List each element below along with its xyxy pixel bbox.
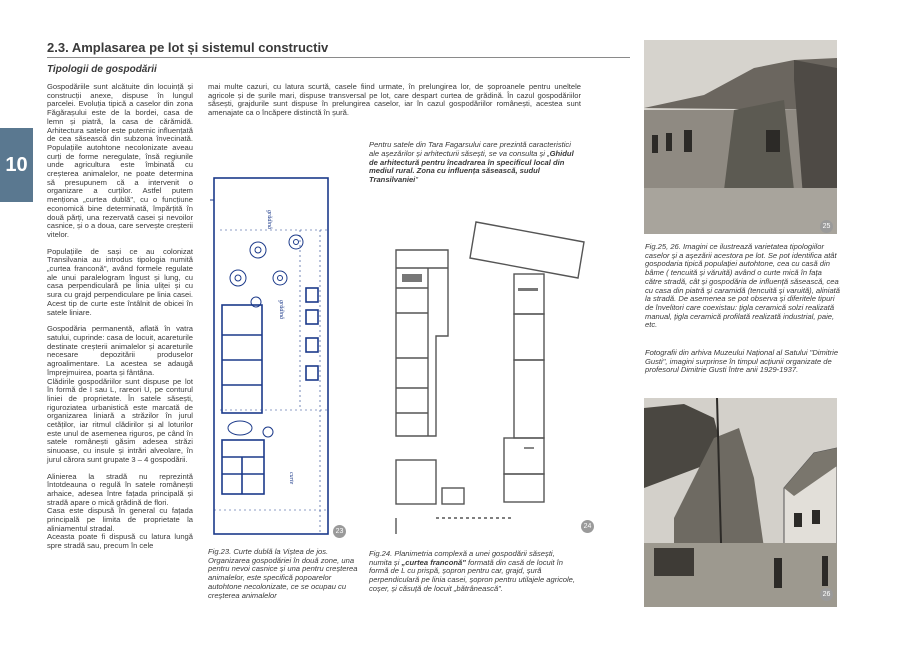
page-title: 2.3. Amplasarea pe lot și sistemul constructiv bbox=[47, 40, 329, 55]
caption-figures-25-26: Fig.25, 26. Imagini ce ilustrează varietatea tipologiilor caselor și a așezării acestora pe lot. Se pot identifica atât gospodaria tipică populației autohtone, cea cu casă din bâme ( tencuită și văruită) având o curte mică în fața către stradă, cât și gospodăria de influență săsească, cea cu casa din piatră și caramidă (tencuită și varuită), aliniată la stradă. De asemenea se pot observa și diferitele tipuri de învelitori care coexistau: țigla ceramică solzi realizată manual, țigla ceramică profilată realizată industrial, paie, etc. bbox=[645, 242, 840, 330]
paragraph: Gospodăria permanentă, aflată în vatra satului, cuprinde: casa de locuit, acareturile destinate creșterii animalelor și acareturile necesare depozitării produselor agroalimentare. La acestea se adaugă împrejmuirea, poarta și fântâna. bbox=[47, 324, 193, 377]
page-number-tab: 10 bbox=[0, 128, 33, 202]
guide-title: Ghidul de arhitectură pentru încadrarea în specificul local din mediul rural. Zona cu influența săsească, sudul Transilvaniei bbox=[369, 148, 574, 185]
note-text-end: " bbox=[415, 175, 418, 185]
plan-label-yard: curte bbox=[288, 472, 294, 485]
caption-figure-23: Fig.23. Curte dublă la Viștea de jos. Organizarea gospodăriei în două zone, una pentru nevoi casnice și una pentru creșterea animalelor, este specifică popoarelor autohtone necolonizate, ce se ocupau cu creșterea animalelor bbox=[208, 547, 358, 600]
figure-number-26: 26 bbox=[820, 588, 833, 601]
caption-figure-24-rest: formată din casă de locuit în formă de L cu prispă, șopron pentru car, grajd, șură perpendiculară pe linia casei, șopron pentru utilajele agricole, coșer, și căsuță de locuit „bătrânească". bbox=[369, 557, 576, 593]
plan-label-garden: grădină bbox=[278, 300, 284, 320]
body-column-1 bbox=[47, 83, 193, 559]
paragraph: Gospodăriile sunt alcătuite din locuință și construcții anexe, dispuse în lungul parcelei. Evoluția tipică a caselor din zona Făgărașului este de la bordei, casa de lemn și piatră, la casa de cărămidă. Arhitectura satelor este puternic influențată de cea săsească din subzona învecinată. Populațiile autohtone necolonizate aveau curți de forme neregulate, însă regiunile unde agricultura este îmbinată cu creșterea animalelor, ne poate determina să presupunem că a intervenit o organizare a curților. Astfel putem menționa „curtea dublă", cu o funcțiune economică bine determinată, împărțită în două părți, una rezervată casei și nevoilor casnice, și o a doua, care servește creșterii vitelor. bbox=[47, 82, 193, 239]
caption-figure-24-term: „curtea franconă" bbox=[401, 557, 466, 567]
paragraph: Casa este dispusă în general cu fațada principală pe limita de proprietate la aliniamentul stradal. bbox=[47, 506, 193, 533]
plan-label-garden-top: grădină bbox=[266, 210, 272, 230]
photo-figure-25 bbox=[644, 40, 837, 234]
figure-number-25: 25 bbox=[820, 220, 833, 233]
body-column-2: mai multe cazuri, cu latura scurtă, casele fiind urmate, în prelungirea lor, de șoproanele pentru uneltele agricole și de șurile mari, dispuse transversal pe lot, care despart curtea de grădină. În cazul gospodăriilor săsești, grajdurile sunt dispuse în prelungirea caselor, iar în cazul gospodăriilor românești, acestea sunt amenajate ca o încăpere distinctă în șură. bbox=[208, 82, 581, 118]
reference-note bbox=[369, 141, 579, 185]
note-text: Pentru satele din Tara Fagarsului care prezintă caracteristici ale așezărilor și arhitecturii săsești, se va consulta și „ bbox=[369, 140, 571, 158]
photo-figure-26 bbox=[644, 398, 837, 607]
paragraph: Aceasta poate fi dispusă cu latura lungă spre stradă sau, precum în cele bbox=[47, 532, 193, 551]
caption-figure-24-text: Fig.24. Planimetria complexă a unei gospodării săsești, numita și bbox=[369, 549, 555, 567]
caption-archive-note: Fotografii din arhiva Muzeului Național al Satului "Dimitrie Gusti", imagini surprinse în timpul acțiunii organizate de profesorul Dimitrie Gusti între anii 1929-1937. bbox=[645, 348, 839, 375]
paragraph: Populațiile de sași ce au colonizat Transilvania au introdus tipologia numită „curtea franconă", având formele regulate ale unui paralelogram îngust și lung, cu casa perpendiculară pe linia uliței și cu sura cu grajd perpendiculare pe linia casei. Acest tip de curte este întâlnit de obicei în satele liniare. bbox=[47, 246, 193, 317]
figure-number-23: 23 bbox=[333, 525, 346, 538]
figure-number-24: 24 bbox=[581, 520, 594, 533]
plan-figure-23 bbox=[208, 170, 352, 540]
haystack-courtyard-photo bbox=[644, 398, 837, 607]
paragraph: Alinierea la stradă nu reprezintă întotdeauna o regulă în satele românești arhaice, adesea între fațada principală și stradă apare o mică grădină de flori. bbox=[47, 471, 193, 507]
title-divider bbox=[47, 57, 630, 58]
village-street-photo bbox=[644, 40, 837, 234]
caption-figure-24 bbox=[369, 550, 579, 594]
section-subtitle: Tipologii de gospodării bbox=[47, 64, 157, 75]
plan-figure-24 bbox=[388, 218, 598, 538]
paragraph: Clădirile gospodăriilor sunt dispuse pe lot în formă de I sau L, rareori U, pe conturul liniei de proprietate. În satele săsești, riguroziatea urbanistică este marcată de organizarea liniară a străzilor în jurul cetăților, iar ritmul clădirilor și al loturilor este unul de asemenea riguros, pe când în satele românești găsim adesea străzi sinuoase, cu insule și intrări alveolare, în jurul cărora sunt grupate 3 – 4 gospodării. bbox=[47, 376, 193, 464]
